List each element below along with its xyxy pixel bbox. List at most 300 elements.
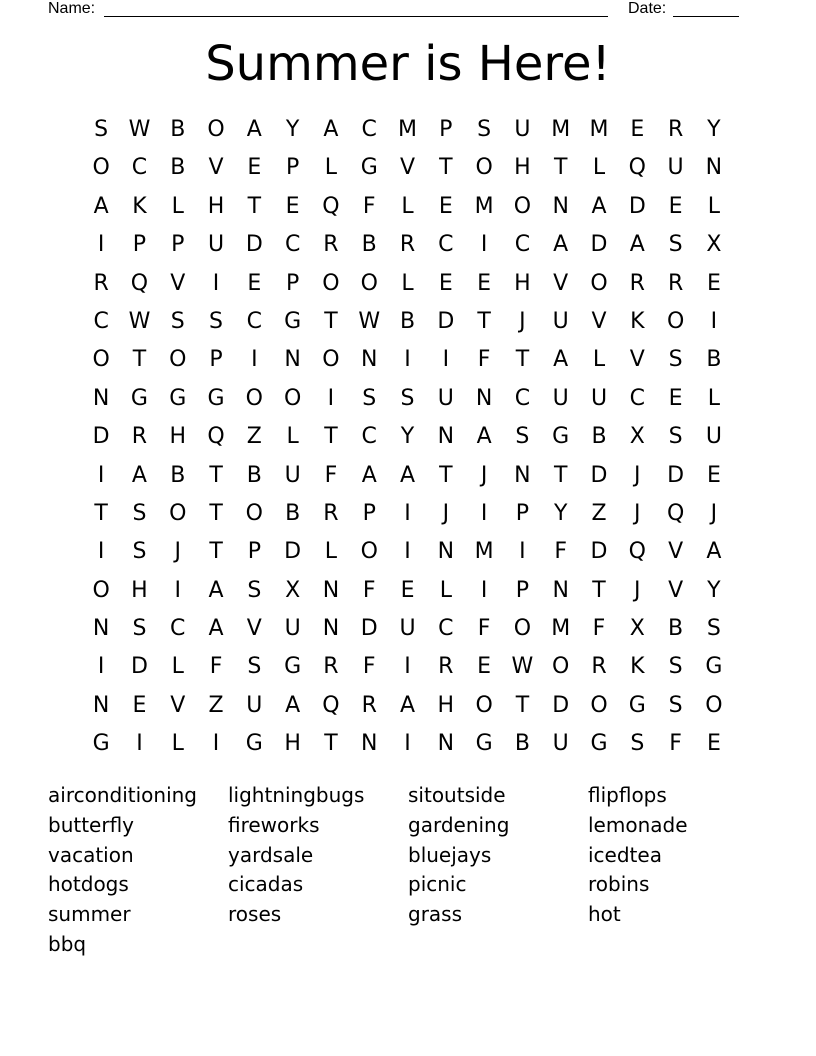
grid-cell: I xyxy=(404,500,411,526)
grid-cell: S xyxy=(362,385,377,411)
grid-cell: J xyxy=(634,500,641,526)
grid-cell: Y xyxy=(553,500,568,526)
grid-cell: T xyxy=(477,308,491,334)
grid-cell: S xyxy=(668,424,683,450)
word-bank-item: summer xyxy=(48,902,131,927)
grid-cell: S xyxy=(668,692,683,718)
grid-cell: D xyxy=(245,232,263,258)
grid-cell: I xyxy=(212,270,220,296)
grid-cell: D xyxy=(360,616,378,642)
grid-cell: O xyxy=(475,692,493,718)
grid-cell: X xyxy=(629,616,645,642)
grid-cell: R xyxy=(323,500,339,526)
grid-cell: C xyxy=(514,385,531,411)
grid-cell: F xyxy=(362,654,376,680)
grid-cell: R xyxy=(438,654,454,680)
word-bank-item: butterfly xyxy=(48,812,135,837)
grid-cell: H xyxy=(437,692,455,718)
grid-cell: N xyxy=(552,577,569,603)
grid-cell: L xyxy=(286,424,299,450)
word-bank-item: gardening xyxy=(408,812,510,837)
grid-cell: G xyxy=(475,731,493,757)
grid-cell: T xyxy=(324,424,338,450)
grid-cell: P xyxy=(362,500,376,526)
grid-cell: L xyxy=(324,539,338,565)
grid-cell: A xyxy=(323,117,339,142)
grid-cell: R xyxy=(131,424,148,450)
grid-cell: Q xyxy=(130,270,149,296)
grid-cell: M xyxy=(398,117,418,142)
grid-cell: L xyxy=(707,385,721,411)
grid-cell: O xyxy=(360,539,378,565)
grid-cell: I xyxy=(97,462,105,488)
grid-cell: S xyxy=(668,654,683,680)
grid-cell: G xyxy=(169,385,187,411)
grid-cell: X xyxy=(629,424,645,450)
grid-cell: Z xyxy=(208,692,224,718)
grid-cell: W xyxy=(128,117,151,142)
grid-cell: S xyxy=(515,424,530,450)
page-title: Summer is Here! xyxy=(205,36,611,92)
grid-cell: B xyxy=(668,616,684,642)
grid-cell: F xyxy=(362,577,376,603)
grid-cell: G xyxy=(207,385,225,411)
grid-cell: N xyxy=(514,462,531,488)
letter-grid xyxy=(82,111,733,764)
grid-cell: S xyxy=(247,577,262,603)
grid-cell: O xyxy=(283,385,302,411)
grid-row xyxy=(82,648,733,686)
grid-cell: L xyxy=(401,193,414,219)
grid-cell: L xyxy=(171,654,184,680)
grid-cell: F xyxy=(554,539,568,565)
grid-cell: O xyxy=(705,692,723,718)
grid-cell: V xyxy=(591,308,607,334)
grid-cell: T xyxy=(324,308,338,334)
grid-cell: S xyxy=(132,539,147,565)
grid-cell: A xyxy=(476,424,492,450)
word-bank-item: sitoutside xyxy=(408,783,506,807)
grid-cell: D xyxy=(130,654,148,680)
grid-cell: J xyxy=(634,577,641,603)
header xyxy=(0,0,816,22)
grid-cell: B xyxy=(361,232,377,258)
grid-cell: E xyxy=(668,193,683,219)
grid-cell: O xyxy=(513,193,532,219)
grid-cell: T xyxy=(209,462,223,488)
grid-cell: V xyxy=(668,577,684,603)
grid-cell: I xyxy=(404,654,411,680)
grid-cell: A xyxy=(553,232,569,258)
grid-cell: M xyxy=(551,616,571,642)
grid-cell: O xyxy=(590,270,608,296)
grid-cell: U xyxy=(514,117,531,142)
grid-cell: S xyxy=(668,232,683,258)
grid-cell: E xyxy=(706,462,721,488)
word-bank-item: hot xyxy=(588,902,621,927)
grid-cell: M xyxy=(589,117,609,142)
grid-cell: W xyxy=(511,654,534,680)
grid-row xyxy=(82,418,733,456)
grid-cell: G xyxy=(92,731,110,757)
grid-cell: U xyxy=(284,462,301,488)
grid-cell: E xyxy=(400,577,415,603)
grid-cell: L xyxy=(592,155,606,181)
grid-cell: L xyxy=(324,155,338,181)
grid-cell: T xyxy=(515,692,530,718)
grid-cell: S xyxy=(132,500,147,526)
grid-cell: I xyxy=(212,731,220,757)
grid-cell: S xyxy=(400,385,415,411)
grid-cell: N xyxy=(437,539,455,565)
grid-cell: T xyxy=(439,155,453,181)
grid-cell: S xyxy=(247,654,262,680)
grid-cell: V xyxy=(246,616,262,642)
grid-cell: N xyxy=(92,385,110,411)
grid-cell: H xyxy=(169,424,187,450)
grid-cell: H xyxy=(514,270,531,296)
word-bank-item: airconditioning xyxy=(48,783,197,807)
grid-cell: J xyxy=(519,308,526,334)
grid-cell: T xyxy=(439,462,453,488)
grid-cell: O xyxy=(92,577,110,603)
grid-cell: A xyxy=(553,347,569,373)
grid-cell: V xyxy=(399,155,416,181)
grid-cell: L xyxy=(707,193,721,219)
grid-cell: H xyxy=(514,155,531,181)
grid-cell: D xyxy=(437,308,455,334)
grid-row xyxy=(82,687,733,725)
grid-cell: I xyxy=(174,577,181,603)
grid-cell: M xyxy=(551,117,571,142)
grid-cell: J xyxy=(442,500,450,526)
grid-cell: I xyxy=(480,577,488,603)
grid-cell: B xyxy=(246,462,262,488)
grid-cell: G xyxy=(360,155,378,181)
grid-cell: Z xyxy=(591,500,607,526)
grid-cell: A xyxy=(208,577,224,603)
grid-cell: G xyxy=(552,424,570,450)
grid-cell: I xyxy=(442,347,450,373)
grid-cell: P xyxy=(285,270,300,296)
grid-cell: D xyxy=(667,462,685,488)
grid-cell: C xyxy=(246,308,263,334)
grid-cell: F xyxy=(669,731,682,757)
grid-cell: T xyxy=(515,347,530,373)
grid-cell: N xyxy=(92,692,110,718)
grid-cell: O xyxy=(360,270,378,296)
grid-cell: H xyxy=(207,193,225,219)
grid-cell: P xyxy=(132,232,147,258)
grid-cell: I xyxy=(519,539,526,565)
grid-cell: O xyxy=(169,347,187,373)
grid-cell: I xyxy=(710,308,718,334)
word-bank-item: cicadas xyxy=(228,872,304,897)
grid-cell: A xyxy=(361,462,377,488)
grid-cell: X xyxy=(706,232,722,258)
grid-cell: B xyxy=(514,731,530,757)
grid-cell: A xyxy=(399,692,416,718)
grid-cell: A xyxy=(208,616,224,642)
grid-cell: R xyxy=(591,654,607,680)
grid-cell: Q xyxy=(322,193,340,219)
grid-cell: C xyxy=(629,385,645,411)
grid-cell: J xyxy=(634,462,641,488)
grid-cell: F xyxy=(477,347,491,373)
word-bank-item: roses xyxy=(228,902,282,927)
grid-cell: O xyxy=(322,347,340,373)
grid-cell: O xyxy=(475,155,493,181)
word-bank-item: icedtea xyxy=(588,842,662,867)
grid-cell: E xyxy=(438,193,453,219)
grid-row xyxy=(82,610,733,648)
grid-cell: U xyxy=(552,731,569,757)
grid-cell: P xyxy=(515,500,530,526)
grid-cell: T xyxy=(592,577,606,603)
grid-row xyxy=(82,725,733,763)
grid-cell: G xyxy=(628,692,646,718)
grid-cell: U xyxy=(284,616,301,642)
grid-cell: J xyxy=(480,462,488,488)
grid-cell: Y xyxy=(707,117,721,142)
grid-cell: E xyxy=(477,654,492,680)
grid-cell: E xyxy=(247,270,262,296)
grid-cell: T xyxy=(209,500,223,526)
grid-cell: D xyxy=(628,193,646,219)
grid-cell: E xyxy=(706,731,721,757)
grid-cell: O xyxy=(207,117,225,142)
grid-cell: V xyxy=(170,692,186,718)
grid-cell: I xyxy=(480,232,488,258)
grid-cell: L xyxy=(439,577,452,603)
grid-cell: C xyxy=(438,616,454,642)
grid-cell: F xyxy=(362,193,376,219)
grid-cell: U xyxy=(437,385,454,411)
grid-cell: G xyxy=(284,654,302,680)
word-bank-item: flipflops xyxy=(588,783,667,807)
grid-cell: R xyxy=(667,270,684,296)
grid-cell: G xyxy=(705,654,723,680)
grid-cell: F xyxy=(477,616,491,642)
grid-cell: C xyxy=(131,155,148,181)
grid-row xyxy=(82,341,733,379)
word-bank-item: lightningbugs xyxy=(228,783,365,807)
word-bank-item: grass xyxy=(408,902,463,927)
grid-cell: Y xyxy=(707,577,721,603)
grid-cell: B xyxy=(170,117,186,142)
grid-cell: C xyxy=(284,232,301,258)
grid-cell: I xyxy=(97,232,105,258)
grid-cell: I xyxy=(480,500,488,526)
grid-cell: N xyxy=(284,347,301,373)
grid-cell: R xyxy=(361,692,377,718)
grid-cell: C xyxy=(514,232,531,258)
grid-cell: S xyxy=(94,117,109,142)
grid-cell: U xyxy=(246,692,263,718)
grid-cell: Q xyxy=(207,424,225,450)
grid-cell: I xyxy=(97,539,105,565)
grid-cell: J xyxy=(710,500,718,526)
grid-cell: O xyxy=(92,347,110,373)
grid-cell: B xyxy=(170,155,186,181)
word-bank-item: bluejays xyxy=(408,842,492,867)
grid-cell: P xyxy=(171,232,185,258)
name-field-line xyxy=(104,16,608,17)
word-bank-item: yardsale xyxy=(228,842,314,867)
grid-cell: A xyxy=(246,117,262,142)
grid-row xyxy=(82,495,733,533)
grid-cell: J xyxy=(174,539,181,565)
grid-cell: I xyxy=(404,539,411,565)
grid-cell: E xyxy=(668,385,683,411)
grid-cell: A xyxy=(285,692,301,718)
grid-cell: V xyxy=(668,539,684,565)
grid-cell: S xyxy=(209,308,224,334)
grid-cell: C xyxy=(361,424,377,450)
grid-cell: Q xyxy=(628,155,646,181)
grid-cell: I xyxy=(404,731,411,757)
grid-cell: P xyxy=(439,117,453,142)
grid-cell: E xyxy=(438,270,453,296)
grid-cell: D xyxy=(284,539,302,565)
grid-cell: D xyxy=(590,462,608,488)
grid-cell: L xyxy=(401,270,414,296)
grid-cell: U xyxy=(207,232,225,258)
grid-cell: F xyxy=(592,616,606,642)
grid-cell: Y xyxy=(285,117,300,142)
grid-cell: E xyxy=(706,270,721,296)
grid-cell: F xyxy=(324,462,338,488)
grid-cell: E xyxy=(132,692,147,718)
grid-cell: Q xyxy=(322,692,340,718)
grid-cell: N xyxy=(475,385,493,411)
grid-cell: V xyxy=(629,347,645,373)
word-bank-item: picnic xyxy=(408,872,467,897)
grid-row xyxy=(82,303,733,341)
grid-cell: U xyxy=(552,308,569,334)
grid-cell: I xyxy=(327,385,335,411)
word-bank-item: fireworks xyxy=(228,812,320,837)
grid-cell: N xyxy=(437,424,455,450)
grid-cell: S xyxy=(706,616,721,642)
word-bank-item: robins xyxy=(588,872,650,897)
grid-cell: A xyxy=(131,462,147,488)
grid-cell: B xyxy=(591,424,607,450)
grid-row xyxy=(82,572,733,610)
grid-cell: R xyxy=(323,232,339,258)
date-field-line xyxy=(673,16,739,17)
grid-cell: Z xyxy=(246,424,262,450)
grid-cell: E xyxy=(630,117,645,142)
grid-cell: V xyxy=(208,155,224,181)
grid-cell: S xyxy=(132,616,147,642)
grid-cell: G xyxy=(590,731,608,757)
grid-cell: D xyxy=(590,539,608,565)
grid-cell: O xyxy=(590,692,608,718)
grid-row xyxy=(82,149,733,187)
grid-cell: O xyxy=(245,500,263,526)
grid-cell: L xyxy=(592,347,606,373)
grid-cell: P xyxy=(247,539,261,565)
grid-cell: X xyxy=(285,577,301,603)
grid-cell: M xyxy=(474,193,494,219)
grid-cell: G xyxy=(284,308,302,334)
grid-cell: N xyxy=(322,577,340,603)
grid-cell: T xyxy=(132,347,147,373)
grid-cell: O xyxy=(169,500,187,526)
date-label: Date: xyxy=(628,0,667,17)
word-bank-item: lemonade xyxy=(588,812,688,837)
grid-cell: C xyxy=(438,232,454,258)
grid-cell: W xyxy=(128,308,151,334)
grid-cell: D xyxy=(92,424,110,450)
grid-row xyxy=(82,188,733,226)
grid-cell: B xyxy=(285,500,301,526)
grid-cell: N xyxy=(437,731,455,757)
grid-cell: A xyxy=(399,462,416,488)
grid-cell: B xyxy=(706,347,722,373)
grid-cell: S xyxy=(170,308,185,334)
grid-cell: N xyxy=(322,616,340,642)
grid-cell: P xyxy=(515,577,530,603)
grid-cell: D xyxy=(590,232,608,258)
grid-cell: R xyxy=(629,270,645,296)
grid-cell: T xyxy=(324,731,338,757)
grid-cell: G xyxy=(130,385,148,411)
grid-cell: C xyxy=(93,308,109,334)
grid-cell: W xyxy=(358,308,381,334)
grid-cell: I xyxy=(97,654,105,680)
grid-cell: E xyxy=(477,270,492,296)
grid-cell: S xyxy=(668,347,683,373)
grid-cell: Q xyxy=(628,539,646,565)
grid-cell: K xyxy=(132,193,147,219)
grid-row xyxy=(82,533,733,571)
word-bank-item: hotdogs xyxy=(48,872,129,897)
grid-cell: O xyxy=(552,654,570,680)
grid-cell: H xyxy=(131,577,148,603)
grid-cell: N xyxy=(92,616,110,642)
grid-cell: B xyxy=(399,308,416,334)
grid-cell: H xyxy=(284,731,301,757)
grid-cell: E xyxy=(247,155,262,181)
grid-cell: T xyxy=(94,500,108,526)
grid-cell: T xyxy=(209,539,223,565)
grid-row xyxy=(82,226,733,264)
grid-cell: Q xyxy=(666,500,685,526)
name-label: Name: xyxy=(48,0,96,17)
grid-cell: U xyxy=(399,616,416,642)
grid-cell: T xyxy=(553,155,568,181)
grid-cell: K xyxy=(630,308,645,334)
grid-cell: I xyxy=(251,347,258,373)
grid-cell: B xyxy=(170,462,186,488)
grid-cell: M xyxy=(474,539,494,565)
grid-cell: N xyxy=(705,155,723,181)
grid-cell: T xyxy=(553,462,568,488)
grid-cell: L xyxy=(171,193,184,219)
grid-cell: A xyxy=(591,193,607,219)
grid-cell: N xyxy=(552,193,569,219)
grid-cell: V xyxy=(170,270,186,296)
grid-cell: U xyxy=(705,424,722,450)
word-bank-item: bbq xyxy=(48,931,87,956)
grid-cell: R xyxy=(399,232,416,258)
grid-cell: L xyxy=(171,731,184,757)
grid-cell: P xyxy=(285,155,300,181)
grid-cell: P xyxy=(209,347,223,373)
grid-cell: F xyxy=(209,654,223,680)
